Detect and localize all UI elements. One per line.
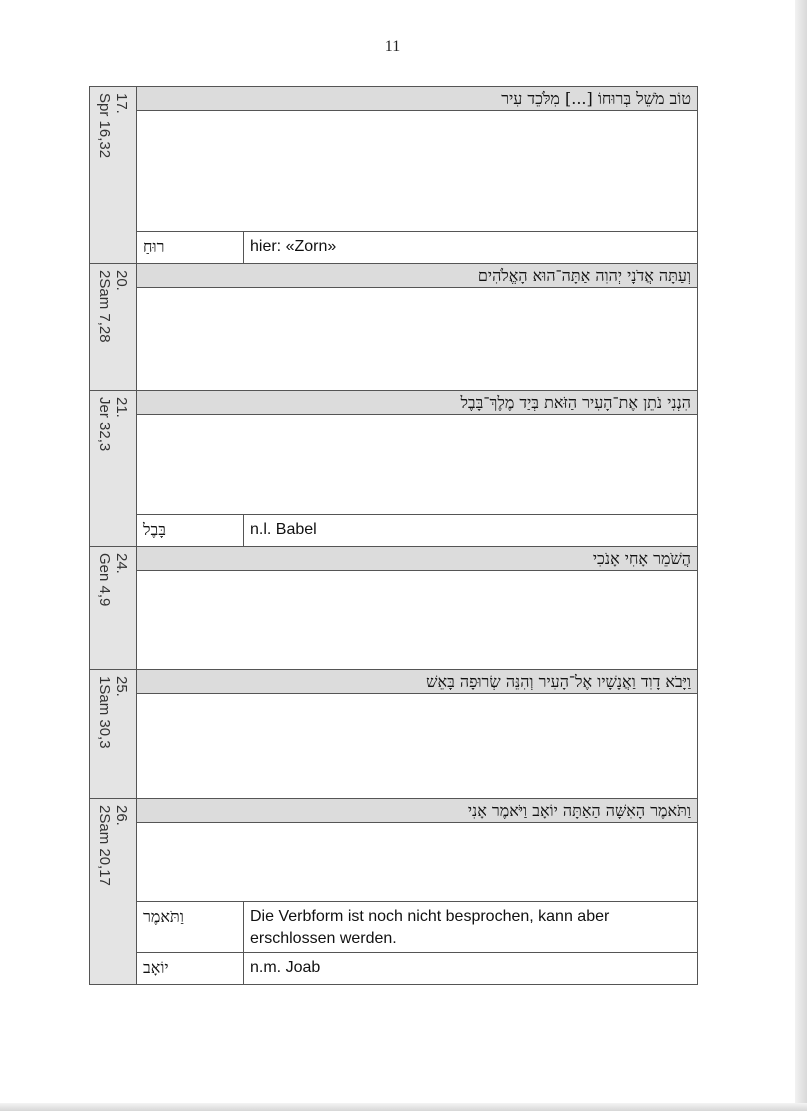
page-number: 11 xyxy=(384,38,401,55)
reference-label xyxy=(96,553,130,606)
reference-label xyxy=(96,397,130,451)
hebrew-verse: וַיָּבֹא דָוִד וַאֲנָשָׁיו אֶל־הָעִיר וְהִנֵּה שְׂרוּפָה בָּאֵשׁ xyxy=(137,670,697,694)
translation-space[interactable] xyxy=(137,288,697,390)
hebrew-verse: טוֹב מֹשֵׁל בְּרוּחוֹ [...] מִלֹּכֵד עִיר xyxy=(137,87,697,111)
vocabulary-row xyxy=(137,231,697,263)
hebrew-verse: הֲשֹׁמֵר אָחִי אָנֹכִי xyxy=(137,547,697,571)
vocabulary-row xyxy=(137,901,697,952)
translation-space[interactable] xyxy=(137,415,697,514)
reference-cell xyxy=(90,547,137,669)
entry-content xyxy=(137,391,697,546)
bible-reference: 2Sam 7,28 xyxy=(96,270,113,343)
exercise-table xyxy=(89,86,698,985)
entry-content xyxy=(137,87,697,263)
entry-number: 25. xyxy=(113,676,130,697)
reference-label xyxy=(96,805,130,886)
vocabulary-hebrew: רוּחַ xyxy=(137,232,244,263)
hebrew-verse: וַתֹּאמֶר הָאִשָּׁה הַאַתָּה יוֹאָב וַיֹּאמֶר אָנִי xyxy=(137,799,697,823)
reference-label xyxy=(96,93,130,158)
entry-number: 26. xyxy=(113,805,130,826)
vocabulary-row xyxy=(137,514,697,546)
vocabulary-hebrew: יוֹאָב xyxy=(137,953,244,984)
entry-25 xyxy=(90,670,697,799)
hebrew-verse: הִנְנִי נֹתֵן אֶת־הָעִיר הַזֹּאת בְּיַד מֶלֶךְ־בָּבֶל xyxy=(137,391,697,415)
translation-space[interactable] xyxy=(137,823,697,901)
entry-number: 24. xyxy=(113,553,130,574)
reference-label xyxy=(96,270,130,343)
reference-cell xyxy=(90,799,137,984)
vocabulary-definition: hier: «Zorn» xyxy=(250,238,337,255)
entry-content xyxy=(137,264,697,390)
bible-reference: 1Sam 30,3 xyxy=(96,676,113,749)
vocabulary-hebrew: בָּבֶל xyxy=(137,515,244,546)
entry-number: 20. xyxy=(113,270,130,291)
reference-label xyxy=(96,676,130,749)
entry-20 xyxy=(90,264,697,391)
translation-space[interactable] xyxy=(137,571,697,669)
hebrew-verse: וְעַתָּה אֲדֹנָי יְהוִה אַתָּה־הוּא הָאֱלֹהִים xyxy=(137,264,697,288)
vocabulary-definition: n.l. Babel xyxy=(250,521,317,538)
reference-cell xyxy=(90,264,137,390)
bible-reference: 2Sam 20,17 xyxy=(96,805,113,886)
bible-reference: Spr 16,32 xyxy=(96,93,113,159)
entry-content xyxy=(137,799,697,984)
bible-reference: Jer 32,3 xyxy=(96,397,113,452)
entry-content xyxy=(137,547,697,669)
entry-26 xyxy=(90,799,697,985)
entry-17 xyxy=(90,87,697,264)
reference-cell xyxy=(90,391,137,546)
entry-21 xyxy=(90,391,697,547)
reference-cell xyxy=(90,87,137,263)
entry-number: 21. xyxy=(113,397,130,418)
page-bottom-shadow xyxy=(0,1103,807,1111)
entry-content xyxy=(137,670,697,798)
translation-space[interactable] xyxy=(137,694,697,798)
entry-number: 17. xyxy=(113,93,130,114)
translation-space[interactable] xyxy=(137,111,697,231)
vocabulary-row xyxy=(137,952,697,984)
bible-reference: Gen 4,9 xyxy=(96,553,113,607)
reference-cell xyxy=(90,670,137,798)
page-edge-shadow xyxy=(795,0,807,1111)
vocabulary-hebrew: וַתֹּאמֶר xyxy=(137,902,244,952)
vocabulary-definition: n.m. Joab xyxy=(250,959,321,976)
entry-24 xyxy=(90,547,697,670)
vocabulary-definition: Die Verbform ist noch nicht besprochen, kann aber erschlossen werden. xyxy=(250,908,610,947)
